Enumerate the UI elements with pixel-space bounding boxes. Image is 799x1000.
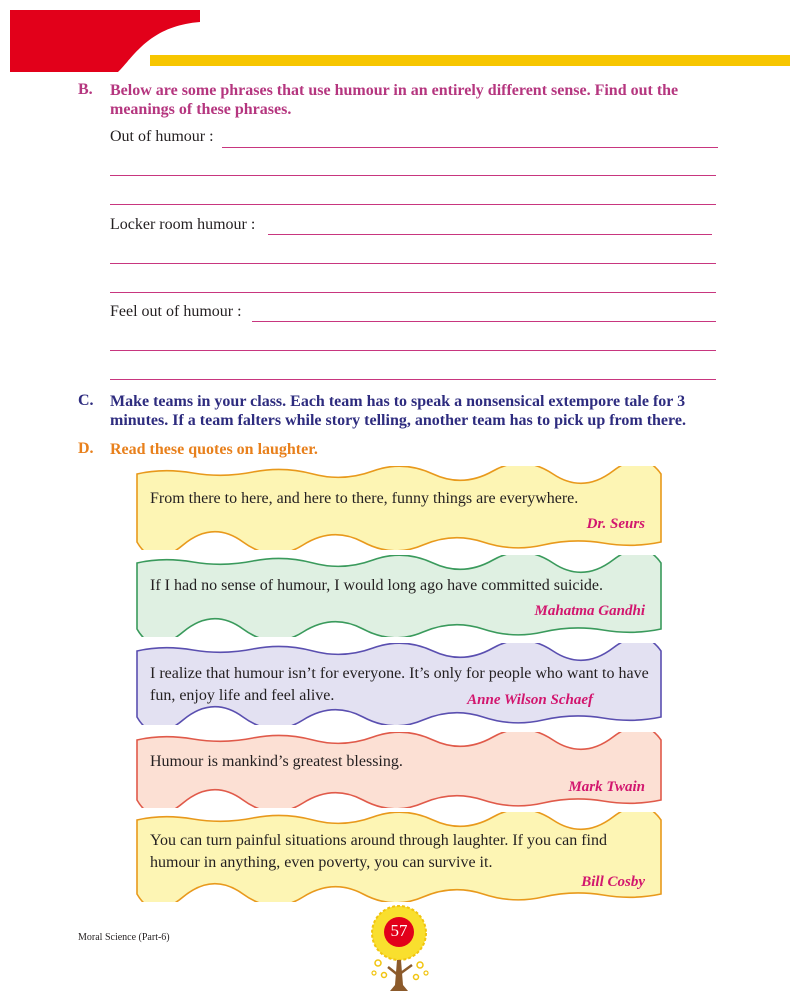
answer-line[interactable] (110, 204, 716, 205)
book-title: Moral Science (Part-6) (78, 932, 170, 943)
answer-line[interactable] (110, 350, 716, 351)
quote-text: I realize that humour isn’t for everyone. It’s only for people who want to have fun, enjoy life and feel alive. (150, 665, 649, 704)
quote-author: Bill Cosby (581, 874, 645, 890)
quote-text: From there to here, and here to there, funny things are everywhere. (150, 490, 579, 507)
quote-card (133, 732, 665, 808)
quote-text: You can turn painful situations around through laughter. If you can find humour in anything, even poverty, you can survive it. (150, 832, 607, 871)
answer-line[interactable] (110, 263, 716, 264)
answer-line[interactable] (110, 379, 716, 380)
section-d-instruction: Read these quotes on laughter. (110, 441, 318, 458)
tree-icon (368, 905, 438, 995)
phrase-locker-room-humour-label: Locker room humour : (110, 216, 256, 233)
quote-card (133, 466, 665, 550)
quote-text: Humour is mankind’s greatest blessing. (150, 753, 403, 770)
page-number-badge (368, 905, 438, 995)
answer-line[interactable] (222, 147, 718, 148)
section-c-letter: C. (78, 392, 94, 409)
quote-card (133, 555, 665, 637)
section-b-letter: B. (78, 81, 93, 98)
phrase-feel-out-of-humour-label: Feel out of humour : (110, 303, 242, 320)
answer-line[interactable] (110, 292, 716, 293)
section-c-instruction: Make teams in your class. Each team has to speak a nonsensical extempore tale for 3 minutes. If a team falters while story telling, another team has to pick up from there. (110, 393, 686, 429)
answer-line[interactable] (252, 321, 716, 322)
section-d-letter: D. (78, 440, 94, 457)
page-number: 57 (390, 921, 408, 940)
answer-line[interactable] (110, 175, 716, 176)
header-banner (0, 0, 799, 80)
section-b-instruction: Below are some phrases that use humour in an entirely different sense. Find out the meanings of these phrases. (110, 82, 679, 118)
answer-line[interactable] (268, 234, 712, 235)
quote-author: Dr. Seurs (586, 516, 645, 532)
quote-card (133, 812, 665, 902)
quote-text: If I had no sense of humour, I would long ago have committed suicide. (150, 577, 604, 594)
phrase-out-of-humour-label: Out of humour : (110, 128, 214, 145)
quote-card (133, 643, 665, 725)
quote-author: Anne Wilson Schaef (467, 692, 593, 708)
quote-author: Mark Twain (568, 779, 645, 795)
quote-author: Mahatma Gandhi (534, 603, 645, 619)
